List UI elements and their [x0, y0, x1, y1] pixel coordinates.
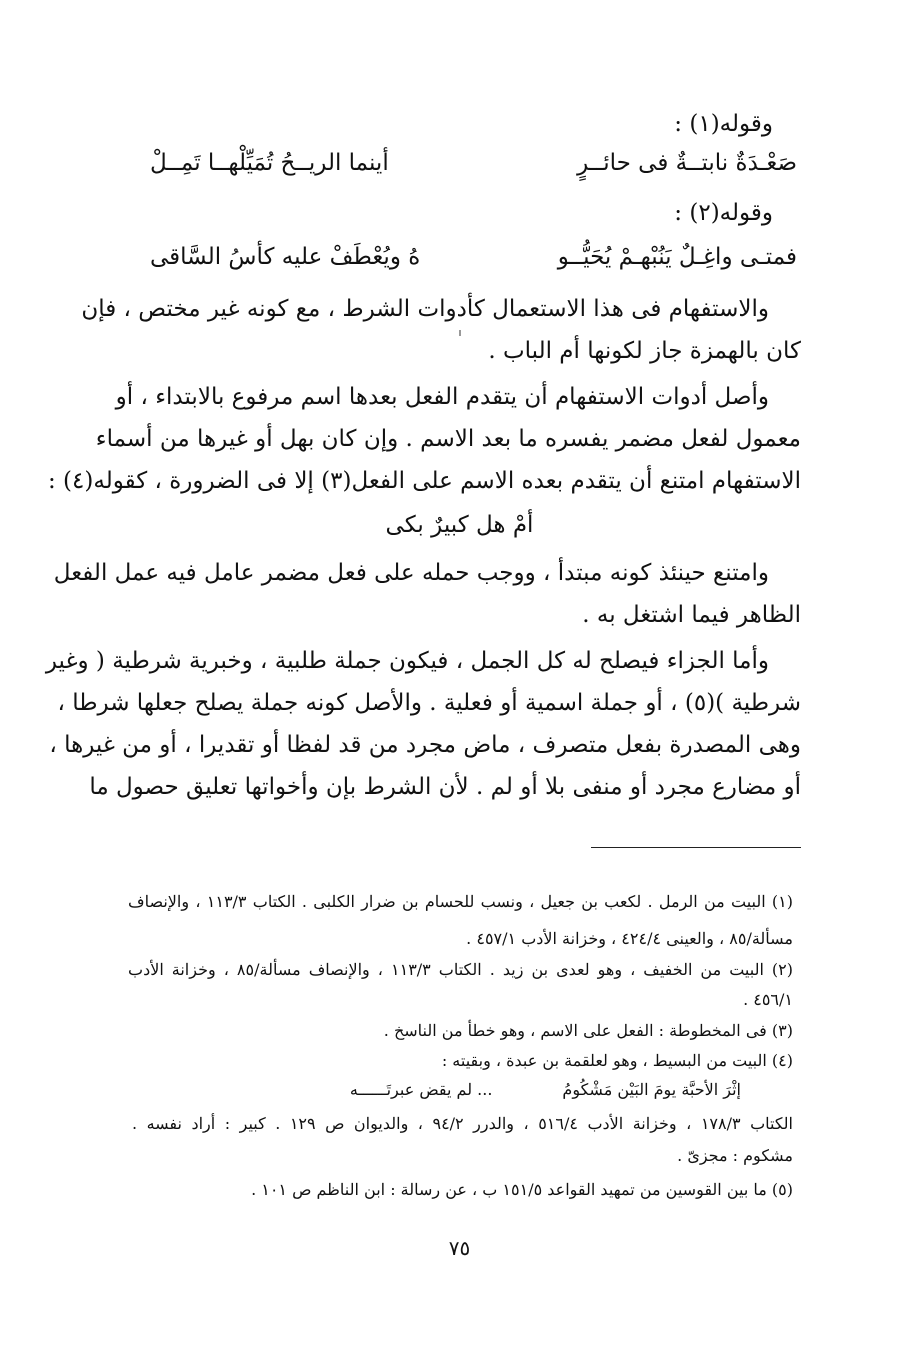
footnote-line: مشكوم : مجزىّ .: [677, 1146, 793, 1165]
verse-first-hemistich: صَعْـدَةٌ نابتــةٌ فى حائــرٍ: [577, 150, 797, 176]
footnote-line: (٣) فى المخطوطة : الفعل على الاسم ، وهو خطأ من الناسخ .: [383, 1021, 793, 1040]
footnote-verse-second: إثْرَ الأحبَّة يومَ البَيْن مَشْكُومُ: [562, 1080, 741, 1099]
text-line: الاستفهام امتنع أن يتقدم بعده الاسم على الفعل(٣) إلا فى الضرورة ، كقوله(٤) :: [48, 468, 801, 494]
text-line: معمول لفعل مضمر يفسره ما بعد الاسم . وإن كان بهل أو غيرها من أسماء: [95, 426, 801, 452]
half-verse: أمْ هل كبيرٌ بكى: [385, 512, 534, 538]
verse-first-hemistich: فمتـى واغِـلٌ يَنُبْهـمْ يُحَيُّــو: [557, 244, 797, 270]
verse-2: [150, 244, 797, 270]
footnote-verse: [350, 1080, 741, 1099]
footnote-line: ٤٥٦/١ .: [743, 990, 793, 1009]
footnote-line: الكتاب ١٧٨/٣ ، وخزانة الأدب ٥١٦/٤ ، والدرر ٩٤/٢ ، والديوان ص ١٢٩ . كبير : أراد نفسه .: [132, 1114, 793, 1133]
page-number: ٧٥: [448, 1236, 471, 1260]
text-line: الظاهر فيما اشتغل به .: [582, 602, 801, 628]
footnote-line: (٥) ما بين القوسين من تمهيد القواعد ١٥١/٥ ب ، عن رسالة : ابن الناظم ص ١٠١ .: [251, 1180, 793, 1199]
text-line: شرطية )(٥) ، أو جملة اسمية أو فعلية . والأصل كونه جملة يصلح جعلها شرطا ،: [57, 690, 801, 716]
verse-1: [150, 150, 797, 176]
text-line: والاستفهام فى هذا الاستعمال كأدوات الشرط ، مع كونه غير مختص ، فإن: [81, 296, 769, 322]
footnote-verse-first: ... لم يقض عبرتَــــــه: [349, 1080, 493, 1099]
footnote-line: (٢) البيت من الخفيف ، وهو لعدى بن زيد . الكتاب ١١٣/٣ ، والإنصاف مسألة/٨٥ ، وخزانة الأدب: [128, 960, 793, 979]
footnote-line: (٤) البيت من البسيط ، وهو لعلقمة بن عبدة ، وبقيته :: [441, 1051, 793, 1070]
verse-second-hemistich: أينما الريــحُ تُمَيِّلْهــا تَمِــلْ: [150, 150, 389, 176]
text-line: أو مضارع مجرد أو منفى بلا أو لم . لأن الشرط بإن وأخواتها تعليق حصول ما: [89, 774, 801, 800]
text-line: وقوله(١) :: [674, 111, 773, 137]
text-line: وامتنع حينئذ كونه مبتدأ ، ووجب حمله على فعل مضمر عامل فيه عمل الفعل: [53, 560, 769, 586]
footnote-separator: [591, 847, 801, 848]
text-line: وهى المصدرة بفعل متصرف ، ماض مجرد من قد لفظا أو تقديرا ، أو من غيرها ،: [49, 732, 801, 758]
footnote-line: مسألة/٨٥ ، والعينى ٤٢٤/٤ ، وخزانة الأدب ٤٥٧/١ .: [466, 929, 793, 948]
text-line: وأما الجزاء فيصلح له كل الجمل ، فيكون جملة طلبية ، وخبرية شرطية ( وغير: [45, 648, 769, 674]
verse-second-hemistich: هُ ويُعْطَفْ عليه كأسُ السَّاقى: [150, 244, 421, 270]
text-line: وقوله(٢) :: [674, 200, 773, 226]
text-line: كان بالهمزة جاز لكونها أم الباب .: [488, 338, 801, 364]
text-line: وأصل أدوات الاستفهام أن يتقدم الفعل بعدها اسم مرفوع بالابتداء ، أو: [115, 384, 769, 410]
print-speck: [459, 330, 461, 336]
footnote-line: (١) البيت من الرمل . لكعب بن جعيل ، ونسب للحسام بن ضرار الكلبى . الكتاب ١١٣/٣ ، والإنصاف: [128, 892, 794, 911]
